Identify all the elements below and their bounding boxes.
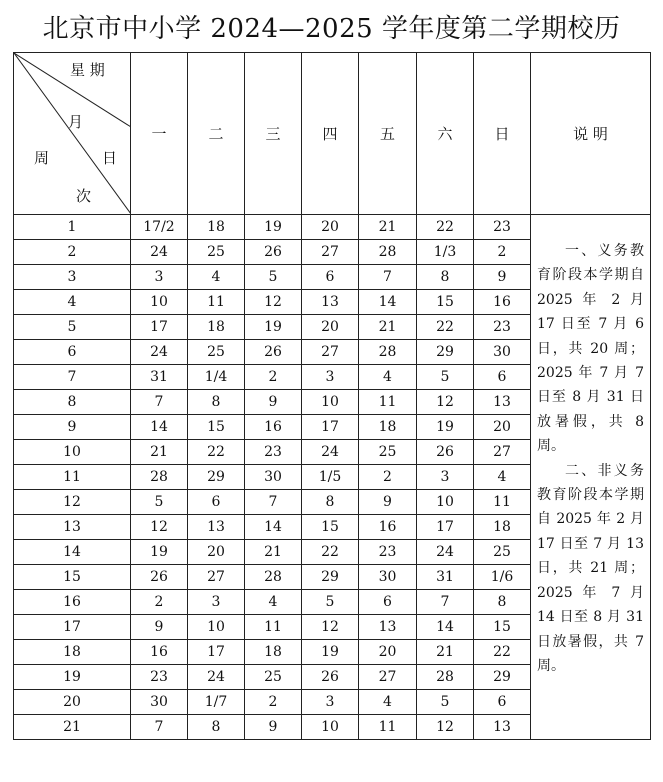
day-header-thu: 四 [302, 53, 359, 215]
day-header-wed: 三 [245, 53, 302, 215]
table-row [14, 215, 651, 240]
week-number-cell: 8 [14, 390, 131, 415]
date-cell: 1/6 [474, 565, 531, 590]
date-cell: 30 [359, 565, 417, 590]
date-cell: 22 [474, 640, 531, 665]
date-cell: 7 [245, 490, 302, 515]
date-cell: 10 [417, 490, 474, 515]
date-cell: 22 [302, 540, 359, 565]
day-header-tue: 二 [188, 53, 245, 215]
date-cell: 7 [131, 390, 188, 415]
date-cell: 12 [302, 615, 359, 640]
date-cell: 12 [245, 290, 302, 315]
date-cell: 26 [131, 565, 188, 590]
date-cell: 27 [474, 440, 531, 465]
week-number-cell: 21 [14, 715, 131, 740]
date-cell: 7 [359, 265, 417, 290]
date-cell: 28 [359, 340, 417, 365]
date-cell: 19 [245, 215, 302, 240]
date-cell: 17 [302, 415, 359, 440]
date-cell: 21 [417, 640, 474, 665]
date-cell: 7 [417, 590, 474, 615]
corner-label-weekday: 星 期 [70, 61, 105, 79]
date-cell: 5 [417, 365, 474, 390]
date-cell: 5 [245, 265, 302, 290]
date-cell: 20 [359, 640, 417, 665]
date-cell: 18 [474, 515, 531, 540]
date-cell: 16 [131, 640, 188, 665]
date-cell: 11 [474, 490, 531, 515]
date-cell: 28 [359, 240, 417, 265]
date-cell: 20 [302, 215, 359, 240]
date-cell: 2 [359, 465, 417, 490]
date-cell: 23 [245, 440, 302, 465]
date-cell: 25 [474, 540, 531, 565]
date-cell: 15 [417, 290, 474, 315]
date-cell: 2 [474, 240, 531, 265]
date-cell: 25 [245, 665, 302, 690]
date-cell: 13 [188, 515, 245, 540]
week-number-cell: 11 [14, 465, 131, 490]
date-cell: 29 [302, 565, 359, 590]
date-cell: 14 [245, 515, 302, 540]
date-cell: 1/7 [188, 690, 245, 715]
week-number-cell: 17 [14, 615, 131, 640]
date-cell: 15 [302, 515, 359, 540]
date-cell: 2 [131, 590, 188, 615]
date-cell: 27 [302, 240, 359, 265]
date-cell: 3 [417, 465, 474, 490]
date-cell: 6 [474, 690, 531, 715]
date-cell: 14 [359, 290, 417, 315]
date-cell: 29 [188, 465, 245, 490]
week-number-cell: 5 [14, 315, 131, 340]
week-number-cell: 4 [14, 290, 131, 315]
corner-label-order: 次 [76, 187, 92, 205]
date-cell: 11 [245, 615, 302, 640]
date-cell: 8 [474, 590, 531, 615]
date-cell: 18 [188, 315, 245, 340]
date-cell: 19 [302, 640, 359, 665]
week-number-cell: 14 [14, 540, 131, 565]
date-cell: 5 [131, 490, 188, 515]
corner-label-month: 月 [68, 113, 84, 131]
date-cell: 3 [302, 690, 359, 715]
week-number-cell: 15 [14, 565, 131, 590]
date-cell: 4 [359, 365, 417, 390]
date-cell: 18 [245, 640, 302, 665]
date-cell: 17 [188, 640, 245, 665]
week-number-cell: 19 [14, 665, 131, 690]
date-cell: 23 [131, 665, 188, 690]
date-cell: 20 [474, 415, 531, 440]
date-cell: 8 [302, 490, 359, 515]
date-cell: 25 [188, 340, 245, 365]
date-cell: 24 [417, 540, 474, 565]
date-cell: 10 [302, 390, 359, 415]
date-cell: 29 [417, 340, 474, 365]
date-cell: 8 [417, 265, 474, 290]
date-cell: 13 [474, 390, 531, 415]
date-cell: 21 [131, 440, 188, 465]
date-cell: 2 [245, 365, 302, 390]
date-cell: 26 [417, 440, 474, 465]
date-cell: 2 [245, 690, 302, 715]
date-cell: 29 [474, 665, 531, 690]
date-cell: 28 [245, 565, 302, 590]
date-cell: 21 [359, 215, 417, 240]
page-title: 北京市中小学 2024—2025 学年度第二学期校历 [42, 14, 621, 44]
date-cell: 14 [131, 415, 188, 440]
date-cell: 23 [474, 215, 531, 240]
date-cell: 10 [302, 715, 359, 740]
corner-label-day: 日 [102, 149, 118, 167]
week-number-cell: 13 [14, 515, 131, 540]
date-cell: 12 [417, 390, 474, 415]
date-cell: 17 [131, 315, 188, 340]
date-cell: 5 [302, 590, 359, 615]
date-cell: 26 [245, 340, 302, 365]
date-cell: 4 [359, 690, 417, 715]
date-cell: 30 [245, 465, 302, 490]
date-cell: 19 [245, 315, 302, 340]
date-cell: 5 [417, 690, 474, 715]
date-cell: 25 [359, 440, 417, 465]
date-cell: 20 [302, 315, 359, 340]
date-cell: 4 [474, 465, 531, 490]
date-cell: 7 [131, 715, 188, 740]
date-cell: 27 [359, 665, 417, 690]
date-cell: 13 [359, 615, 417, 640]
date-cell: 24 [302, 440, 359, 465]
date-cell: 15 [474, 615, 531, 640]
note-paragraph: 一、义务教育阶段本学期自 2025 年 2 月 17 日至 7 月 6 日，共 20 周；2025 年 7 月 7 日至 8 月 31 日放暑假，共 8 周。 [537, 243, 644, 455]
date-cell: 11 [359, 715, 417, 740]
date-cell: 23 [359, 540, 417, 565]
week-number-cell: 9 [14, 415, 131, 440]
week-number-cell: 10 [14, 440, 131, 465]
date-cell: 17/2 [131, 215, 188, 240]
date-cell: 26 [302, 665, 359, 690]
date-cell: 21 [359, 315, 417, 340]
date-cell: 6 [302, 265, 359, 290]
notes-cell [531, 215, 651, 740]
header-row [14, 53, 651, 215]
week-number-cell: 20 [14, 690, 131, 715]
date-cell: 11 [359, 390, 417, 415]
corner-label-week: 周 [34, 149, 50, 167]
date-cell: 17 [417, 515, 474, 540]
date-cell: 13 [474, 715, 531, 740]
week-number-cell: 16 [14, 590, 131, 615]
date-cell: 21 [245, 540, 302, 565]
date-cell: 11 [188, 290, 245, 315]
corner-header-cell [14, 53, 131, 215]
date-cell: 9 [474, 265, 531, 290]
day-header-fri: 五 [359, 53, 417, 215]
date-cell: 30 [131, 690, 188, 715]
date-cell: 27 [188, 565, 245, 590]
week-number-cell: 2 [14, 240, 131, 265]
date-cell: 20 [188, 540, 245, 565]
date-cell: 4 [245, 590, 302, 615]
date-cell: 10 [188, 615, 245, 640]
date-cell: 24 [188, 665, 245, 690]
week-number-cell: 3 [14, 265, 131, 290]
date-cell: 31 [131, 365, 188, 390]
date-cell: 18 [188, 215, 245, 240]
date-cell: 12 [131, 515, 188, 540]
date-cell: 28 [131, 465, 188, 490]
date-cell: 22 [417, 315, 474, 340]
date-cell: 6 [188, 490, 245, 515]
date-cell: 26 [245, 240, 302, 265]
week-number-cell: 1 [14, 215, 131, 240]
date-cell: 14 [417, 615, 474, 640]
date-cell: 3 [131, 265, 188, 290]
date-cell: 30 [474, 340, 531, 365]
date-cell: 22 [417, 215, 474, 240]
school-calendar-table [13, 52, 651, 740]
date-cell: 16 [474, 290, 531, 315]
date-cell: 3 [188, 590, 245, 615]
day-header-sun: 日 [474, 53, 531, 215]
day-header-sat: 六 [417, 53, 474, 215]
date-cell: 19 [131, 540, 188, 565]
date-cell: 1/5 [302, 465, 359, 490]
notes-header: 说 明 [531, 53, 651, 215]
date-cell: 12 [417, 715, 474, 740]
date-cell: 9 [245, 390, 302, 415]
date-cell: 9 [359, 490, 417, 515]
date-cell: 24 [131, 240, 188, 265]
date-cell: 9 [245, 715, 302, 740]
date-cell: 18 [359, 415, 417, 440]
week-number-cell: 7 [14, 365, 131, 390]
date-cell: 24 [131, 340, 188, 365]
date-cell: 27 [302, 340, 359, 365]
date-cell: 3 [302, 365, 359, 390]
date-cell: 1/4 [188, 365, 245, 390]
date-cell: 16 [245, 415, 302, 440]
date-cell: 6 [359, 590, 417, 615]
date-cell: 16 [359, 515, 417, 540]
date-cell: 31 [417, 565, 474, 590]
date-cell: 13 [302, 290, 359, 315]
date-cell: 8 [188, 390, 245, 415]
date-cell: 8 [188, 715, 245, 740]
week-number-cell: 6 [14, 340, 131, 365]
date-cell: 4 [188, 265, 245, 290]
date-cell: 10 [131, 290, 188, 315]
date-cell: 1/3 [417, 240, 474, 265]
day-header-mon: 一 [131, 53, 188, 215]
date-cell: 28 [417, 665, 474, 690]
date-cell: 9 [131, 615, 188, 640]
date-cell: 6 [474, 365, 531, 390]
date-cell: 22 [188, 440, 245, 465]
note-paragraph: 二、非义务教育阶段本学期自 2025 年 2 月 17 日至 7 月 13 日，共 21 周；2025 年 7 月 14 日至 8 月 31 日放暑假，共 7 周。 [537, 462, 644, 674]
date-cell: 15 [188, 415, 245, 440]
date-cell: 19 [417, 415, 474, 440]
week-number-cell: 12 [14, 490, 131, 515]
date-cell: 23 [474, 315, 531, 340]
week-number-cell: 18 [14, 640, 131, 665]
date-cell: 25 [188, 240, 245, 265]
